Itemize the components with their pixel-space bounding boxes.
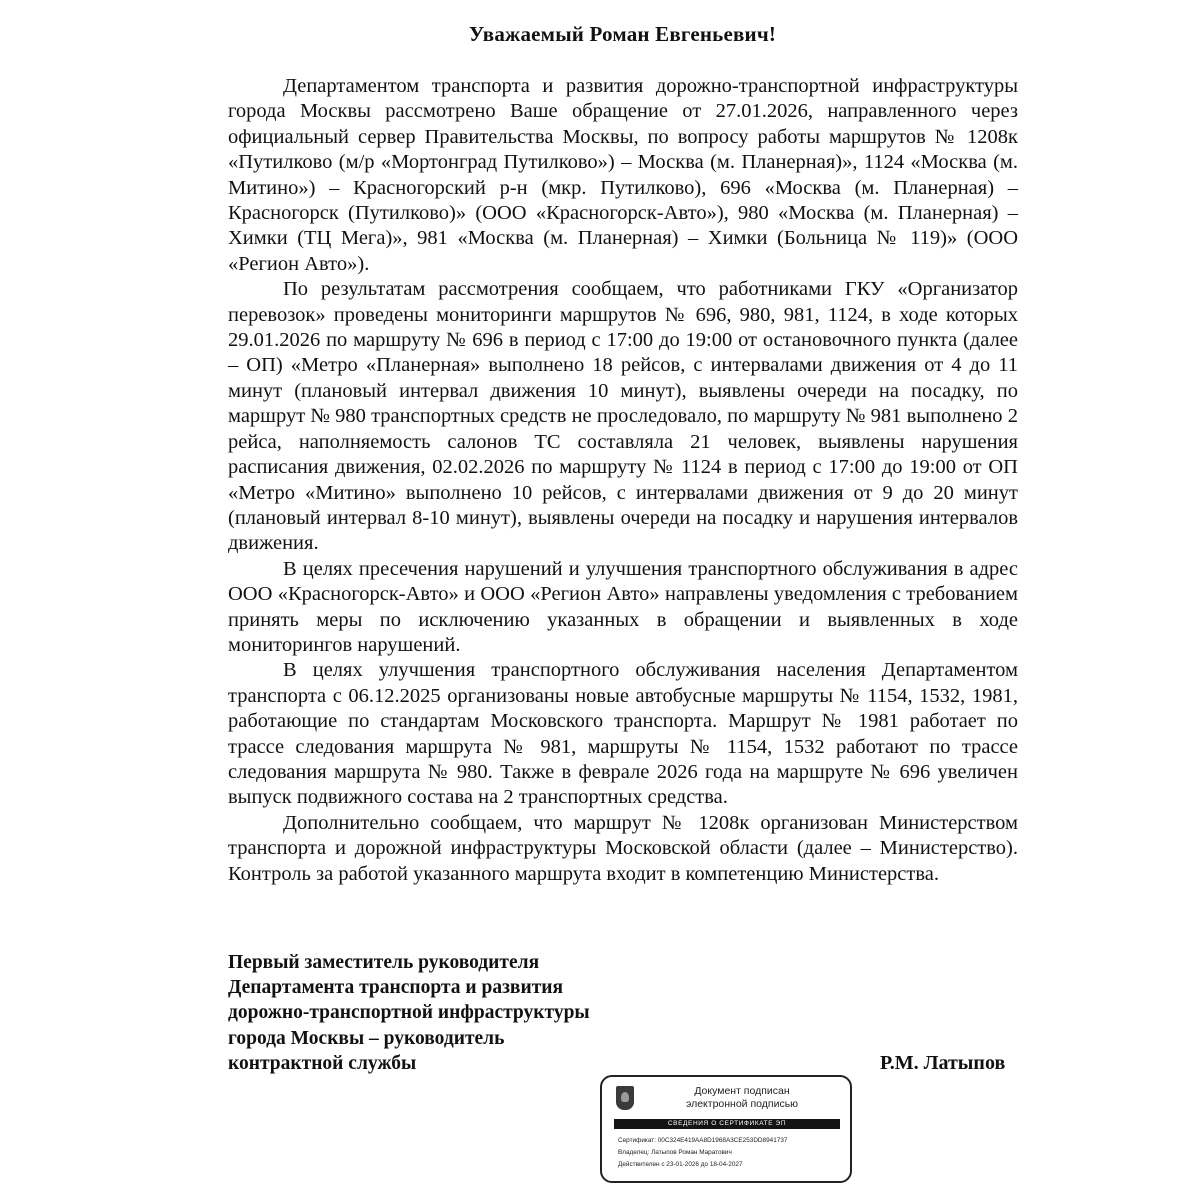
paragraph-ministry: Дополнительно сообщаем, что маршрут № 1208к организован Министерством транспорта и дорожной инфраструктуры Московской области (далее – Министерство). Контроль за работой указанного маршрута входит в компетенцию Министерства. (228, 811, 1018, 885)
signatory-title-line: контрактной службы (228, 1052, 417, 1074)
salutation: Уважаемый Роман Евгеньевич! (468, 22, 777, 46)
signatory-name: Р.М. Латыпов (880, 1052, 1006, 1074)
stamp-heading-line: Документ подписан (694, 1085, 790, 1097)
stamp-certificate-number: Сертификат: 00C324E419AA8D1968A3CE253DD8941737 (618, 1137, 788, 1144)
paragraph-notices: В целях пресечения нарушений и улучшения транспортного обслуживания в адрес ООО «Красногорск-Авто» и ООО «Регион Авто» направлены уведомления с требованием принять меры по исключению указанных в обращении и выявленных в ходе мониторингов нарушений. (228, 557, 1018, 656)
paragraph-monitoring: По результатам рассмотрения сообщаем, что работниками ГКУ «Организатор перевозок» проведены мониторинги маршрутов № 696, 980, 981, 1124, в ходе которых 29.01.2026 по маршруту № 696 в период с 17:00 до 19:00 от остановочного пункта (далее – ОП) «Метро «Планерная» выполнено 18 рейсов, с интервалами движения от 4 до 11 минут (плановый интервал движения 10 минут), выявлены очереди на посадку, по маршрут № 980 транспортных средств не проследовало, по маршруту № 981 выполнено 2 рейса, наполняемость салонов ТС составляла 21 человек, выявлены нарушения расписания движения, 02.02.2026 по маршруту № 1124 в период с 17:00 до 19:00 от ОП «Метро «Митино» выполнено 10 рейсов, с интервалами движения от 9 до 20 минут (плановый интервал 8-10 минут), выявлены очереди на посадку и нарушения интервалов движения. (228, 278, 1018, 555)
signatory-title-line: Департамента транспорта и развития (228, 977, 564, 999)
stamp-heading (642, 1085, 842, 1111)
stamp-certificate-band: СВЕДЕНИЯ О СЕРТИФИКАТЕ ЭП (614, 1119, 840, 1129)
signatory-title (228, 950, 688, 1076)
stamp-owner: Владелец: Латыпов Роман Маратович (618, 1149, 732, 1156)
signatory-title-line: Первый заместитель руководителя (228, 952, 540, 973)
paragraph-appeal: Департаментом транспорта и развития дорожно-транспортной инфраструктуры города Москвы рассмотрено Ваше обращение от 27.01.2026, направленного через официальный сервер Правительства Москвы, по вопросу работы маршрутов № 1208к «Путилково (м/р «Мортонград Путилково») – Москва (м. Планерная)», 1124 «Москва (м. Митино») – Красногорский р-н (мкр. Путилково), 696 «Москва (м. Планерная) – Красногорск (Путилково)» (ООО «Красногорск-Авто»), 980 «Москва (м. Планерная) – Химки (ТЦ Мега)», 981 «Москва (м. Планерная) – Химки (Больница № 119)» (ООО «Регион Авто»). (228, 75, 1018, 275)
signatory-title-line: дорожно-транспортной инфраструктуры (228, 1002, 590, 1024)
stamp-heading-line: электронной подписью (685, 1098, 799, 1110)
signatory-title-line: города Москвы – руководитель (228, 1027, 505, 1049)
moscow-emblem-icon (616, 1086, 634, 1110)
stamp-validity: Действителен с 23-01-2026 до 18-04-2027 (618, 1161, 743, 1168)
letter-body (228, 74, 1018, 887)
paragraph-new-routes: В целях улучшения транспортного обслуживания населения Департаментом транспорта с 06.12.2025 организованы новые автобусные маршруты № 1154, 1532, 1981, работающие по стандартам Московского транспорта. Маршрут № 1981 работает по трассе следования маршрута № 981, маршруты № 1154, 1532 работают по трассе следования маршрута № 980. Также в феврале 2026 года на маршруте № 696 увеличен выпуск подвижного состава на 2 транспортных средства. (228, 659, 1018, 809)
electronic-signature-stamp (600, 1075, 852, 1183)
